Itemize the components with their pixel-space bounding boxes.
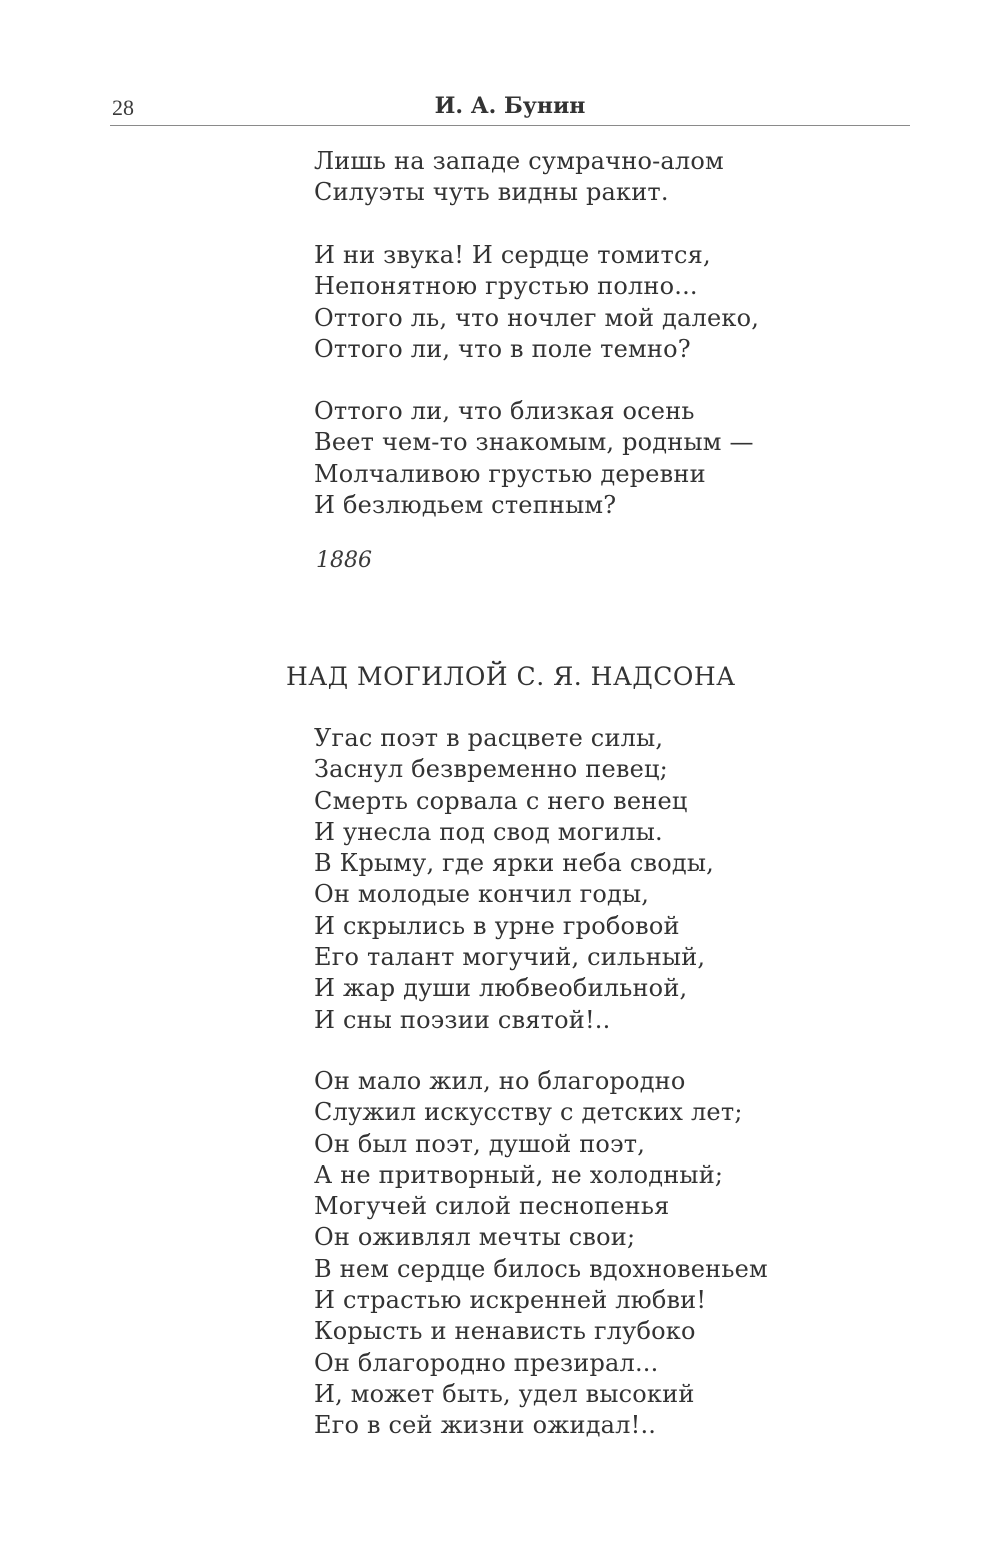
poem-line: Молчаливою грустью деревни	[314, 459, 706, 488]
poem1-stanza-2	[314, 240, 759, 365]
poem-line: Служил искусству с детских лет;	[314, 1098, 743, 1127]
poem-line: Непонятною грустью полно...	[314, 272, 698, 301]
poem-line: Угас поэт в расцвете силы,	[314, 724, 664, 752]
poem2-part-1	[314, 723, 714, 1036]
poem-line: И безлюдьем степным?	[314, 490, 617, 519]
poem-line: И ни звука! И сердце томится,	[314, 241, 711, 269]
poem-title: НАД МОГИЛОЙ С. Я. НАДСОНА	[286, 662, 736, 691]
poem-line: И унесла под свод могилы.	[314, 817, 663, 846]
poem-line: Оттого ли, что в поле темно?	[314, 334, 691, 363]
poem-line: И сны поэзии святой!..	[314, 1005, 611, 1034]
poem2-stanza-2	[314, 1066, 768, 1442]
poem-line: Его в сей жизни ожидал!..	[314, 1411, 657, 1440]
page-number: 28	[112, 95, 134, 120]
poem-line: Заснул безвременно певец;	[314, 755, 668, 784]
poem-line: Он был поэт, душой поэт,	[314, 1129, 646, 1158]
poem-line: В Крыму, где ярки неба своды,	[314, 849, 714, 878]
poem-line: Он благородно презирал...	[314, 1348, 659, 1377]
poem-line: И скрылись в урне гробовой	[314, 911, 680, 940]
poem1-stanza-1	[314, 146, 724, 209]
poem-line: Силуэты чуть видны ракит.	[314, 178, 669, 207]
poem-date: 1886	[316, 548, 372, 573]
poem-line: И страстью искренней любви!	[314, 1286, 707, 1315]
poem1-stanza-3	[314, 396, 754, 521]
poem2-part-2	[314, 1066, 768, 1442]
poem-line: А не притворный, не холодный;	[314, 1160, 724, 1189]
poem2-stanza-1	[314, 723, 714, 1036]
poem1-part-2	[314, 240, 759, 365]
header-rule	[110, 125, 910, 126]
poem-line: Оттого ли, что близкая осень	[314, 397, 695, 425]
poem1	[314, 146, 724, 209]
poem-line: Могучей силой песнопенья	[314, 1192, 670, 1221]
poem-line: Веет чем-то знакомым, родным —	[314, 428, 754, 457]
poem-line: Он молодые кончил годы,	[314, 880, 650, 909]
poem-line: Он оживлял мечты свои;	[314, 1223, 636, 1252]
poem-line: Оттого ль, что ночлег мой далеко,	[314, 303, 760, 332]
poem-line: И жар души любвеобильной,	[314, 974, 688, 1003]
poem-line: Лишь на западе сумрачно-алом	[314, 147, 724, 175]
poem-line: И, может быть, удел высокий	[314, 1379, 695, 1408]
poem-line: Его талант могучий, сильный,	[314, 943, 706, 972]
poem-line: Он мало жил, но благородно	[314, 1067, 686, 1095]
poem-line: Корысть и ненависть глубоко	[314, 1317, 696, 1346]
running-head: И. А. Бунин	[434, 93, 586, 119]
poem-line: Смерть сорвала с него венец	[314, 786, 688, 815]
poem-line: В нем сердце билось вдохновеньем	[314, 1254, 768, 1283]
poem1-part-3	[314, 396, 754, 521]
